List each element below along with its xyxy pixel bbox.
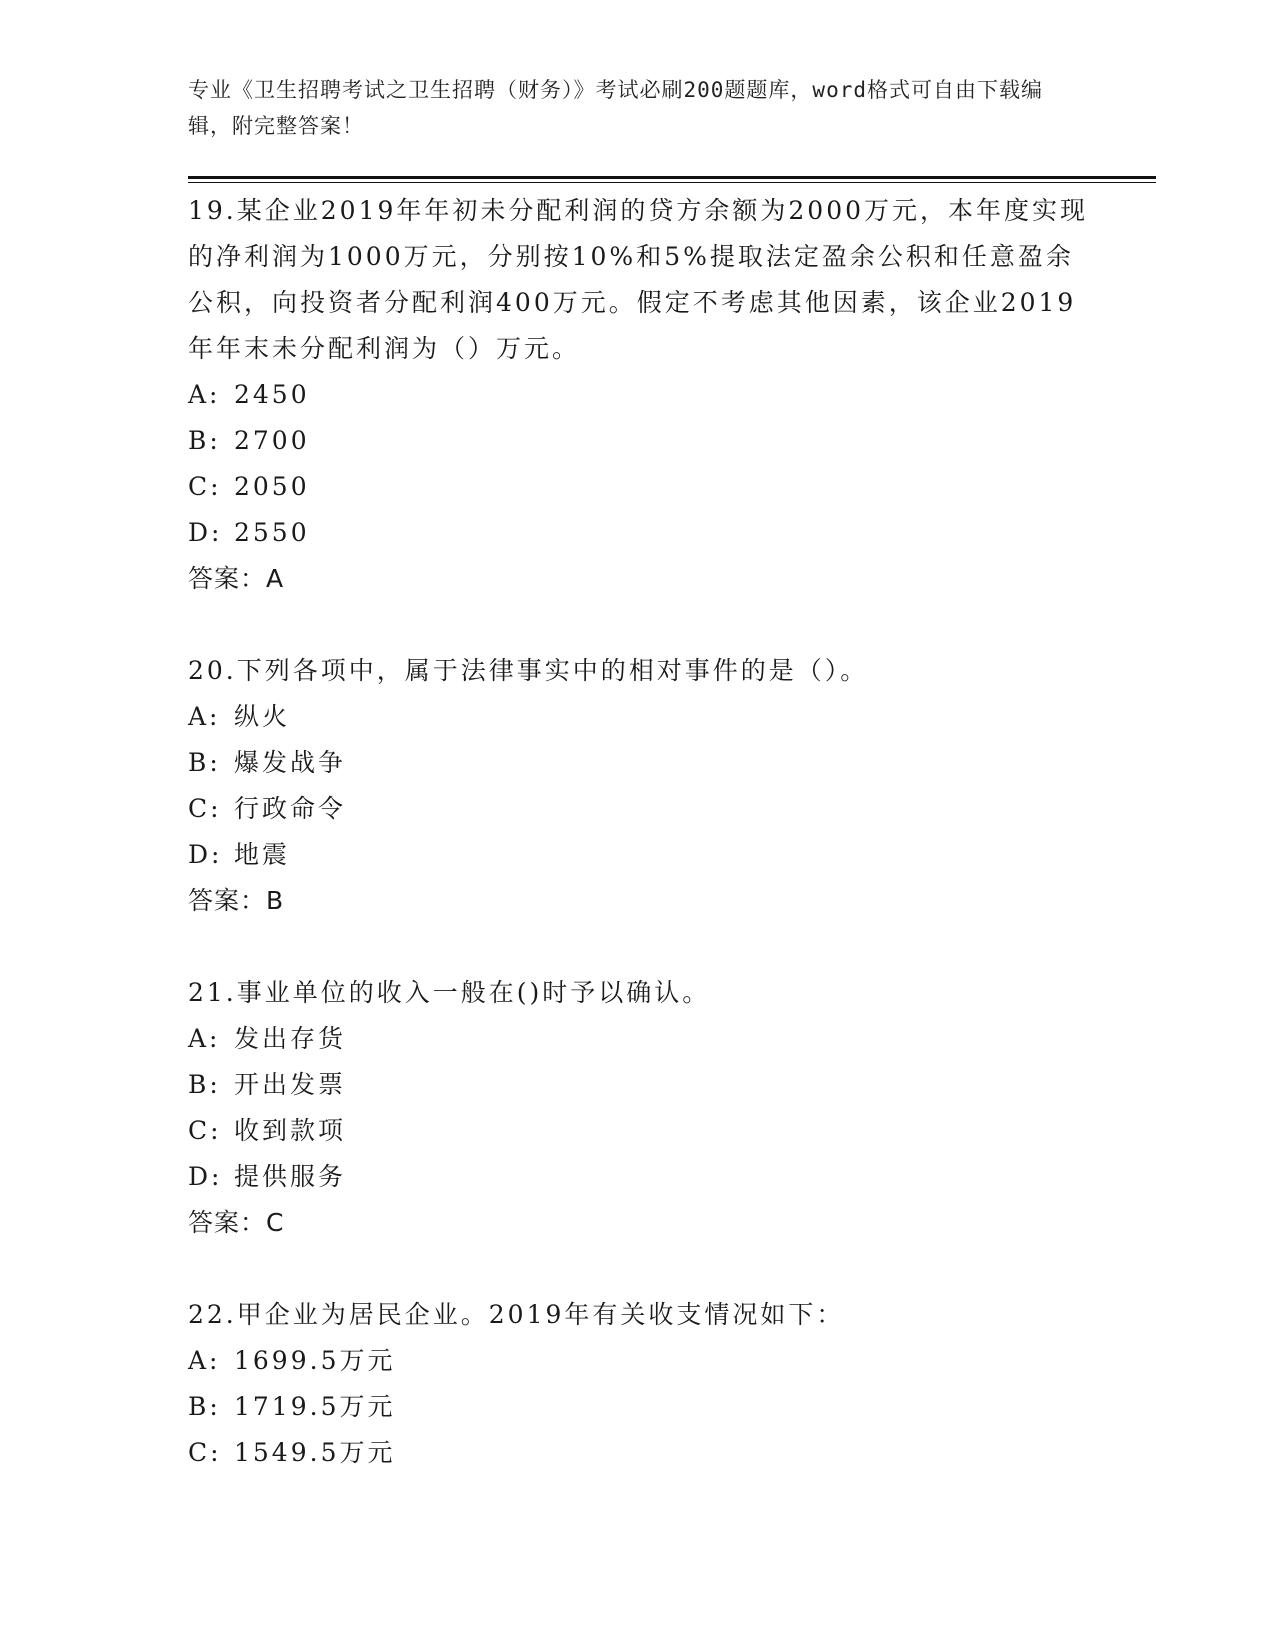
question-stem: 19.某企业2019年年初未分配利润的贷方余额为2000万元，本年度实现的净利润为1000万元，分别按10%和5%提取法定盈余公积和任意盈余公积，向投资者分配利润400万元。假定不考虑其他因素，该企业2019年年末未分配利润为（）万元。 bbox=[188, 196, 1089, 363]
option-c bbox=[188, 1430, 1088, 1476]
question-stem: 20.下列各项中，属于法律事实中的相对事件的是（）。 bbox=[188, 656, 869, 685]
question-21 bbox=[188, 970, 1088, 1246]
option-text: 2700 bbox=[234, 426, 310, 455]
document-header: 专业《卫生招聘考试之卫生招聘（财务）》考试必刷200题题库，word格式可自由下载编辑，附完整答案！ bbox=[188, 78, 1043, 138]
option-d bbox=[188, 1154, 1088, 1200]
option-letter: C: bbox=[188, 1438, 222, 1467]
option-letter: A: bbox=[188, 1024, 221, 1053]
option-text: 收到款项 bbox=[234, 1116, 347, 1145]
option-text: 1549.5万元 bbox=[234, 1438, 396, 1467]
option-letter: A: bbox=[188, 702, 221, 731]
option-letter: B: bbox=[188, 1392, 221, 1421]
option-text: 行政命令 bbox=[234, 794, 347, 823]
answer-line: 答案：B bbox=[188, 886, 285, 915]
option-a bbox=[188, 372, 1088, 418]
option-d bbox=[188, 510, 1088, 556]
option-letter: C: bbox=[188, 472, 222, 501]
option-letter: A: bbox=[188, 1346, 221, 1375]
option-c bbox=[188, 464, 1088, 510]
answer-line: 答案：A bbox=[188, 564, 285, 593]
question-stem: 21.事业单位的收入一般在()时予以确认。 bbox=[188, 978, 711, 1007]
option-text: 2050 bbox=[234, 472, 310, 501]
option-list bbox=[188, 1016, 1088, 1200]
question-stem: 22.甲企业为居民企业。2019年有关收支情况如下： bbox=[188, 1300, 845, 1329]
header-divider-thin bbox=[188, 182, 1156, 183]
option-letter: A: bbox=[188, 380, 221, 409]
option-text: 纵火 bbox=[234, 702, 291, 731]
option-a bbox=[188, 1338, 1088, 1384]
option-letter: C: bbox=[188, 1116, 222, 1145]
header-divider-thick bbox=[188, 176, 1156, 179]
option-a bbox=[188, 1016, 1088, 1062]
answer-line: 答案：C bbox=[188, 1208, 285, 1237]
option-list bbox=[188, 1338, 1088, 1476]
question-22 bbox=[188, 1292, 1088, 1476]
option-text: 1719.5万元 bbox=[234, 1392, 396, 1421]
option-text: 1699.5万元 bbox=[234, 1346, 396, 1375]
option-d bbox=[188, 832, 1088, 878]
option-list bbox=[188, 372, 1088, 556]
option-letter: C: bbox=[188, 794, 222, 823]
option-text: 2550 bbox=[234, 518, 310, 547]
option-letter: B: bbox=[188, 426, 221, 455]
option-letter: D: bbox=[188, 840, 223, 869]
question-19 bbox=[188, 188, 1088, 602]
option-text: 开出发票 bbox=[234, 1070, 347, 1099]
option-letter: D: bbox=[188, 1162, 223, 1191]
option-c bbox=[188, 786, 1088, 832]
option-a bbox=[188, 694, 1088, 740]
option-text: 2450 bbox=[234, 380, 310, 409]
option-list bbox=[188, 694, 1088, 878]
option-c bbox=[188, 1108, 1088, 1154]
option-letter: B: bbox=[188, 748, 221, 777]
option-b bbox=[188, 418, 1088, 464]
option-letter: D: bbox=[188, 518, 223, 547]
question-list bbox=[188, 188, 1088, 1522]
option-text: 发出存货 bbox=[234, 1024, 347, 1053]
option-b bbox=[188, 1062, 1088, 1108]
option-text: 地震 bbox=[234, 840, 291, 869]
option-text: 提供服务 bbox=[234, 1162, 347, 1191]
question-20 bbox=[188, 648, 1088, 924]
option-b bbox=[188, 740, 1088, 786]
option-letter: B: bbox=[188, 1070, 221, 1099]
option-text: 爆发战争 bbox=[234, 748, 347, 777]
option-b bbox=[188, 1384, 1088, 1430]
